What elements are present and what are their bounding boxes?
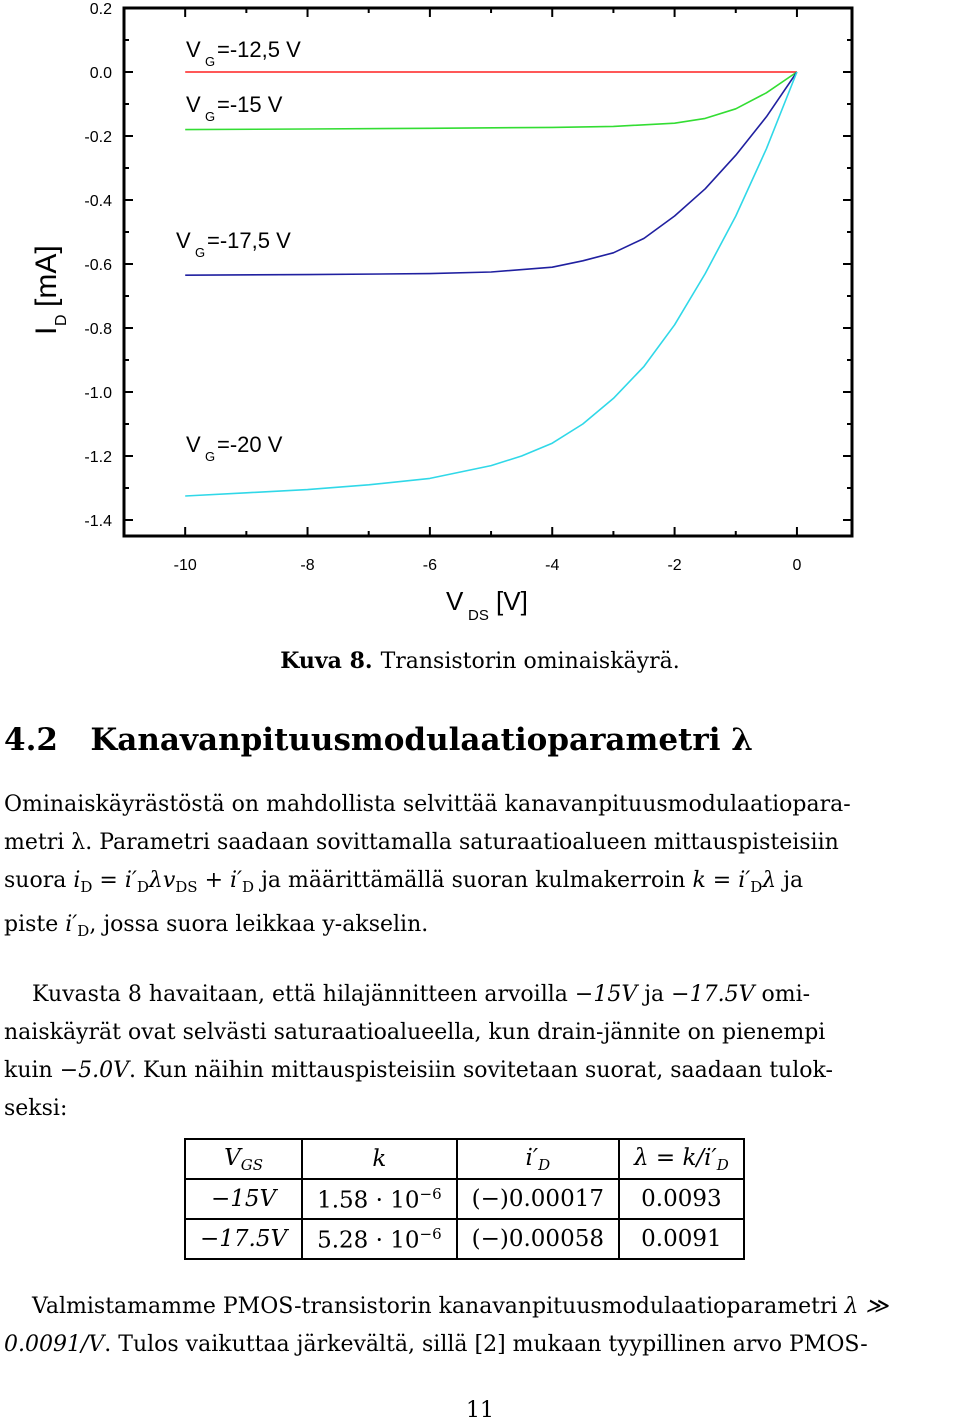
series-label-sub: G: [205, 109, 216, 124]
series-label-rest: =-12,5 V: [217, 37, 301, 62]
x-axis-label-unit: [V]: [496, 586, 528, 616]
header-k: k: [302, 1139, 457, 1179]
y-axis-label-sub: D: [53, 314, 70, 326]
p2-line: naiskäyrät ovat selvästi saturaatioalueella, kun drain-jännite on pienempi: [4, 1020, 826, 1045]
series-label-rest: =-20 V: [217, 432, 283, 457]
y-tick-label: -0.8: [84, 321, 112, 338]
y-tick-label: -0.2: [84, 129, 112, 146]
cell-k: $1.58 \cdot 10^{-6}$: [302, 1179, 457, 1219]
section-number: 4.2: [4, 722, 58, 758]
section-heading: [4, 722, 753, 758]
x-tick-label: -6: [422, 557, 437, 574]
x-tick-label: -8: [300, 557, 315, 574]
y-axis-label-group: [30, 245, 70, 335]
series-label-sub: G: [195, 245, 206, 260]
p1-line: piste $i'_D$, jossa suora leikkaa y-akselin.: [4, 912, 429, 940]
series-label-rest: =-15 V: [217, 92, 283, 117]
results-table: [184, 1138, 745, 1260]
p3-line: 0.0091/V. Tulos vaikuttaa järkevältä, sillä [2] mukaan tyypillinen arvo PMOS-: [4, 1332, 868, 1357]
cell-vgs: −17.5V: [185, 1219, 302, 1259]
x-axis-label-sub: DS: [468, 607, 489, 624]
series-label-0: [186, 37, 301, 69]
x-axis-label: V: [446, 586, 464, 616]
cell-id: (−)0.00058: [457, 1219, 619, 1259]
series-label-sub: G: [205, 54, 216, 69]
y-tick-label: 0.2: [89, 1, 112, 18]
y-axis-label: I: [30, 326, 63, 335]
series-label-1: [186, 92, 283, 124]
table-row: [185, 1219, 744, 1259]
x-tick-label: -4: [545, 557, 560, 574]
cell-lambda: 0.0093: [619, 1179, 744, 1219]
series-label-sub: G: [205, 449, 216, 464]
table-header-row: [185, 1139, 744, 1179]
series-label-main: V: [186, 92, 201, 117]
page-number: 11: [466, 1398, 494, 1423]
x-tick-label: -10: [173, 557, 197, 574]
series-label-3: [186, 432, 283, 464]
series-label-main: V: [186, 37, 201, 62]
paragraph-1: [4, 786, 924, 950]
series-label-main: V: [176, 228, 191, 253]
p2-line: kuin −5.0V. Kun näihin mittauspisteisiin sovitetaan suorat, saadaan tulok-: [4, 1058, 833, 1083]
figure-caption: [0, 648, 960, 674]
paragraph-3-cont: [4, 1326, 924, 1364]
cell-id: (−)0.00017: [457, 1179, 619, 1219]
cell-vgs: −15V: [185, 1179, 302, 1219]
header-vgs: $V_{GS}$: [185, 1139, 302, 1179]
y-axis-label-unit: [mA]: [30, 245, 63, 307]
section-title: Kanavanpituusmodulaatioparametri λ: [90, 722, 753, 758]
id-vds-chart: [0, 0, 960, 630]
table-row: [185, 1179, 744, 1219]
y-tick-label: -0.6: [84, 257, 112, 274]
x-tick-label: -2: [667, 557, 682, 574]
y-tick-label: -1.4: [84, 513, 112, 530]
p1-line: Ominaiskäyrästöstä on mahdollista selvittää kanavanpituusmodulaatiopara-: [4, 792, 851, 817]
p1-line: metri λ. Parametri saadaan sovittamalla saturaatioalueen mittauspisteisiin: [4, 830, 839, 855]
series-label-2: [176, 228, 291, 260]
cell-lambda: 0.0091: [619, 1219, 744, 1259]
series-label-rest: =-17,5 V: [207, 228, 291, 253]
header-lambda: $\lambda = k/i'_D$: [619, 1139, 744, 1179]
caption-text: Transistorin ominaiskäyrä.: [380, 649, 680, 674]
header-id: $i'_D$: [457, 1139, 619, 1179]
p2-line: Kuvasta 8 havaitaan, että hilajännitteen arvoilla −15V ja −17.5V omi-: [32, 982, 811, 1007]
y-tick-label: -1.0: [84, 385, 112, 402]
paragraph-2-cont: [4, 1014, 924, 1128]
y-tick-label: 0.0: [89, 65, 112, 82]
paragraph-3: [32, 1288, 958, 1326]
caption-label: Kuva 8.: [280, 648, 373, 674]
p1-line: suora $i_D = i'_D\lambda v_{DS} + i'_D$ ja määrittämällä suoran kulmakerroin $k = i'_D\lambda$ ja: [4, 868, 804, 896]
series-label-main: V: [186, 432, 201, 457]
y-tick-label: -1.2: [84, 449, 112, 466]
x-tick-label: 0: [792, 557, 802, 574]
cell-k: $5.28 \cdot 10^{-6}$: [302, 1219, 457, 1259]
p2-line: seksi:: [4, 1096, 68, 1121]
y-tick-label: -0.4: [84, 193, 112, 210]
p3-line: Valmistamamme PMOS-transistorin kanavanpituusmodulaatioparametri λ ≫: [32, 1294, 889, 1319]
paragraph-2: [32, 976, 922, 1014]
